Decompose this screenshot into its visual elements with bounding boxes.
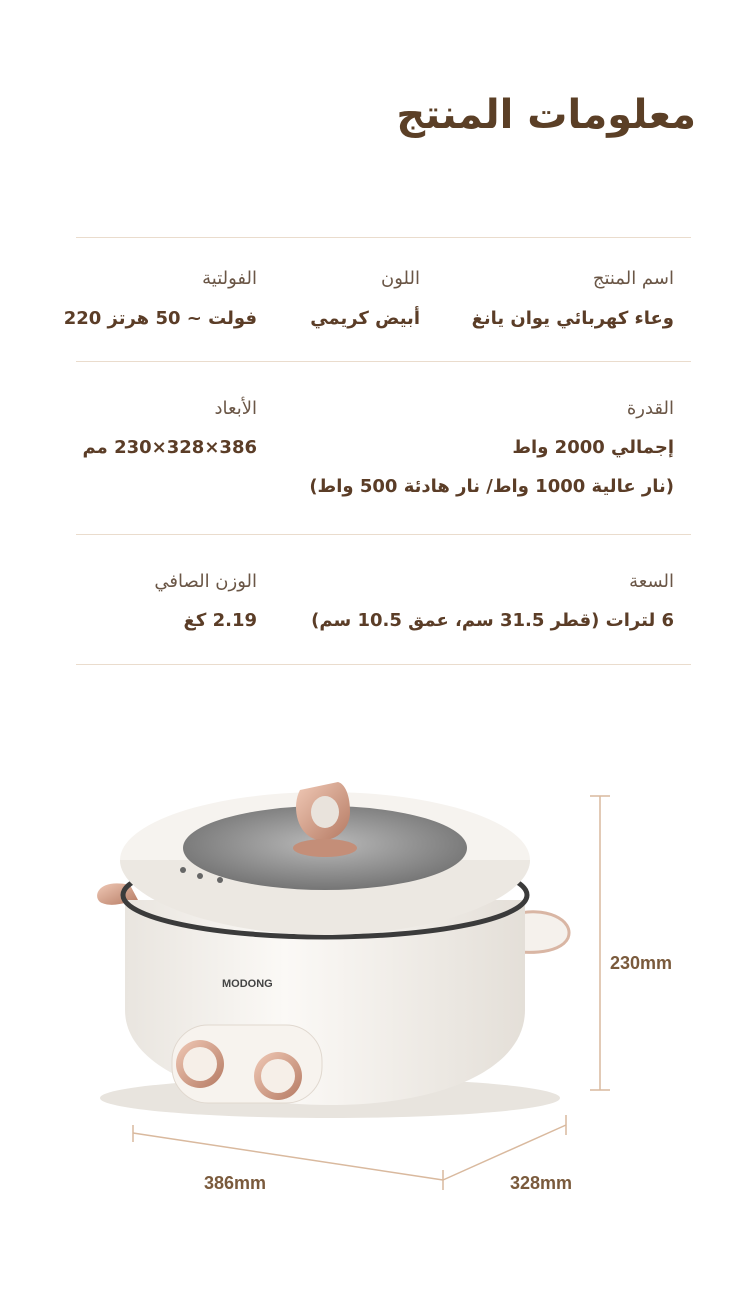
depth-dimension-label: 328mm <box>510 1173 573 1193</box>
divider <box>76 534 691 535</box>
spec-value-product-name: وعاء كهربائي يوان يانغ <box>471 308 674 329</box>
spec-value-power: إجمالي 2000 واط <box>512 437 674 458</box>
spec-label-power: القدرة <box>626 398 674 419</box>
spec-label-product-name: اسم المنتج <box>592 268 674 289</box>
brand-logo: MODONG <box>222 978 273 990</box>
spec-value-voltage: فولت ~ 50 هرتز 220 <box>63 308 257 329</box>
spec-value-color: أبيض كريمي <box>310 308 420 329</box>
spec-value-net-weight: 2.19 كغ <box>183 610 257 631</box>
spec-value-power-detail: (نار عالية 1000 واط/ نار هادئة 500 واط) <box>309 476 674 497</box>
divider <box>76 237 691 238</box>
page-title: معلومات المنتج <box>396 92 696 138</box>
width-dimension-label: 386mm <box>204 1173 267 1193</box>
spec-value-capacity: 6 لترات (قطر 31.5 سم، عمق 10.5 سم) <box>311 610 674 631</box>
spec-label-color: اللون <box>381 268 420 289</box>
divider <box>76 361 691 362</box>
spec-label-dimensions: الأبعاد <box>214 398 257 419</box>
spec-label-net-weight: الوزن الصافي <box>154 571 257 592</box>
spec-label-capacity: السعة <box>629 571 674 592</box>
divider <box>76 664 691 665</box>
height-dimension-label: 230mm <box>610 953 673 973</box>
spec-value-dimensions: 386×328×230 مم <box>82 437 257 458</box>
spec-label-voltage: الفولتية <box>202 268 257 289</box>
